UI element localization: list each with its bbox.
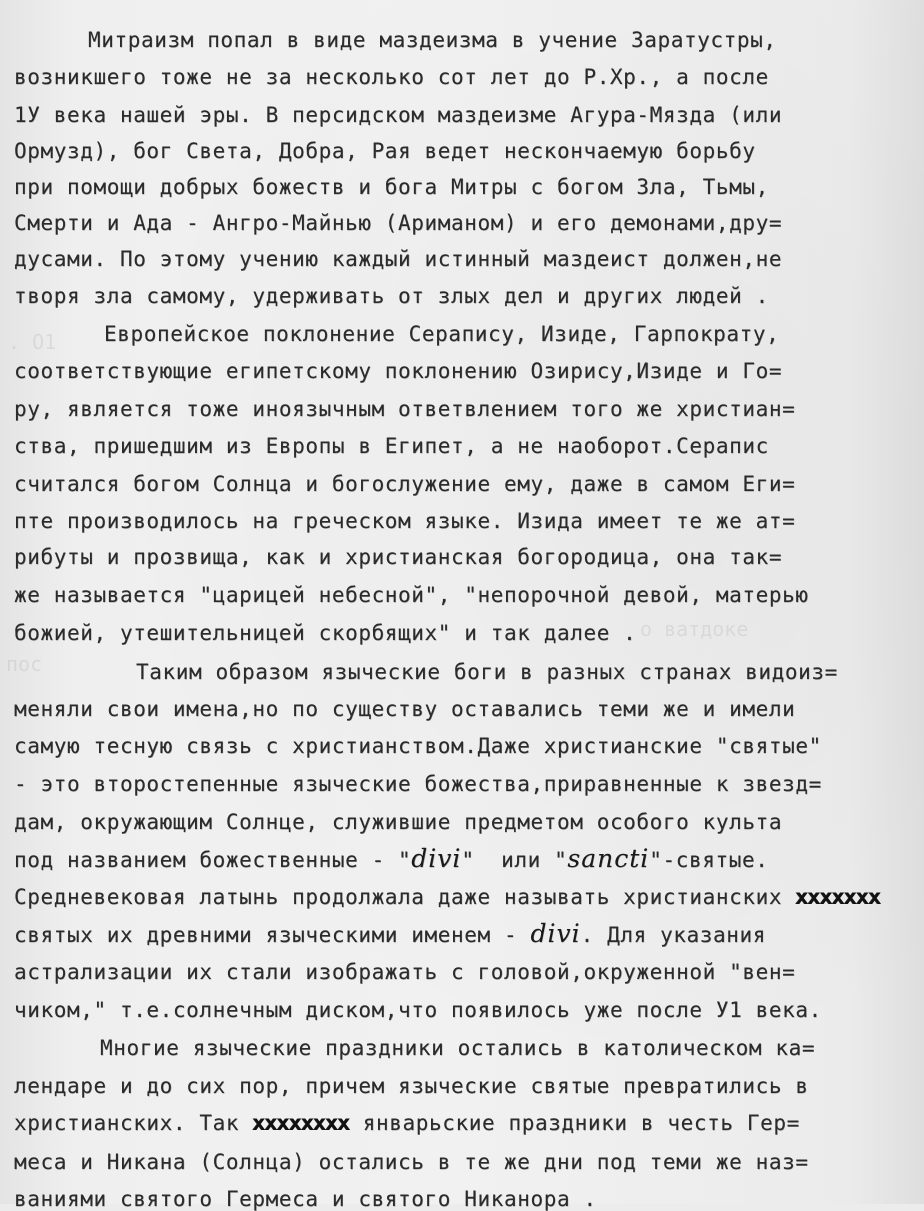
text-line (14, 998, 822, 1022)
text-line (104, 322, 779, 346)
text-line (14, 1187, 597, 1211)
line-text: чиком," т.е.солнечным диском,что появилось уже после У1 века. (14, 998, 822, 1022)
text-line (14, 434, 769, 458)
line-text: дам, окружающим Солнце, служившие предметом особого культа (14, 810, 783, 834)
line-text: возникшего тоже не за несколько сот лет до Р.Хр., а после (14, 65, 769, 89)
text-line (14, 885, 880, 909)
line-text: Средневековая латынь продолжала даже называть христианских (14, 885, 796, 909)
line-text: под названием божественные - " (14, 848, 412, 872)
line-text: же называется "царицей небесной", "непорочной девой, матерью (14, 583, 809, 607)
line-text: . Для указания (580, 923, 767, 947)
text-line (14, 772, 822, 796)
line-text: - это второстепенные языческие божества,приравненные к звезд= (14, 772, 822, 796)
bleed-through-text: пос (6, 652, 43, 676)
line-text: Митраизм попал в виде маздеизма в учение Заратустры, (88, 28, 777, 52)
text-line (14, 1150, 809, 1174)
text-line (14, 103, 782, 127)
line-text: Таким образом языческие боги в разных странах видоиз= (136, 660, 838, 684)
line-text: ваниями святого Гермеса и святого Никанора . (14, 1187, 597, 1211)
line-text: Смерти и Ада - Ангро-Майнью (Ариманом) и его демонами,дру= (14, 211, 783, 235)
line-text: "-святые. (649, 848, 769, 872)
text-line (14, 247, 782, 271)
text-line (88, 28, 777, 52)
bleed-through-text: о ватдоке (640, 617, 749, 641)
line-text: самую тесную связь с христианством.Даже христианские "святые" (14, 734, 822, 758)
text-line (14, 1074, 809, 1098)
line-text: " или " (461, 848, 568, 872)
text-line (14, 919, 767, 948)
line-text: рибуты и прозвища, как и христианская богородица, она так= (14, 545, 783, 569)
text-line (14, 583, 809, 607)
text-line (14, 844, 769, 873)
text-line (14, 359, 782, 383)
line-text: дусами. По этому учению каждый истинный маздеист должен,не (14, 247, 783, 271)
handwritten-insert: divi (530, 919, 581, 948)
line-text: соответствующие египетскому поклонению Озирису,Изиде и Го= (14, 359, 783, 383)
line-text: христианских. Так (14, 1111, 253, 1135)
line-text: творя зла самому, удерживать от злых дел и других людей . (14, 284, 769, 308)
line-text: святых их древними языческими именем - (14, 923, 531, 947)
line-text: 1У века нашей эры. В персидском маздеизме Агура-Мязда (или (14, 103, 783, 127)
text-line (14, 697, 795, 721)
line-text: Ормузд), бог Света, Добра, Рая ведет нескончаемую борьбу (14, 139, 756, 163)
text-line (14, 1111, 800, 1135)
line-text: меняли свои имена,но по существу оставались теми же и имели (14, 697, 796, 721)
line-text: божией, утешительницей скорбящих" и так далее . (14, 621, 637, 645)
text-line (14, 545, 782, 569)
line-text: считался богом Солнца и богослужение ему, даже в самом Еги= (14, 472, 796, 496)
text-line (14, 734, 822, 758)
line-text: меса и Никана (Солнца) остались в те же дни под теми же наз= (14, 1150, 809, 1174)
text-line (14, 139, 756, 163)
struck-out-text: ххххххх (795, 885, 881, 909)
text-line (136, 660, 838, 684)
line-text: ства, пришедшим из Европы в Египет, а не наоборот.Серапис (14, 434, 769, 458)
line-text: астрализации их стали изображать с головой,окруженной "вен= (14, 960, 796, 984)
text-line (14, 397, 795, 421)
text-line (100, 1036, 815, 1060)
line-text: пте производилось на греческом языке. Изида имеет те же ат= (14, 509, 796, 533)
line-text: Многие языческие праздники остались в католическом ка= (100, 1036, 816, 1060)
text-line (14, 175, 769, 199)
line-text: январьские праздники в честь Гер= (349, 1111, 800, 1135)
line-text: ру, является тоже иноязычным ответвлением того же христиан= (14, 397, 796, 421)
line-text: Европейское поклонение Серапису, Изиде, Гарпократу, (104, 322, 780, 346)
handwritten-insert: divi (411, 844, 462, 873)
bleed-through-text: . О1 (8, 330, 57, 354)
text-line (14, 211, 782, 235)
text-line (14, 472, 795, 496)
text-line (14, 810, 782, 834)
text-line (14, 960, 795, 984)
text-line (14, 621, 636, 645)
text-line (14, 65, 769, 89)
text-line (14, 509, 795, 533)
line-text: при помощи добрых божеств и бога Митры с богом Зла, Тьмы, (14, 175, 769, 199)
text-line (14, 284, 769, 308)
line-text: лендаре и до сих пор, причем языческие святые превратились в (14, 1074, 809, 1098)
struck-out-text: хххххххх (252, 1111, 350, 1135)
handwritten-insert: sancti (567, 844, 650, 873)
